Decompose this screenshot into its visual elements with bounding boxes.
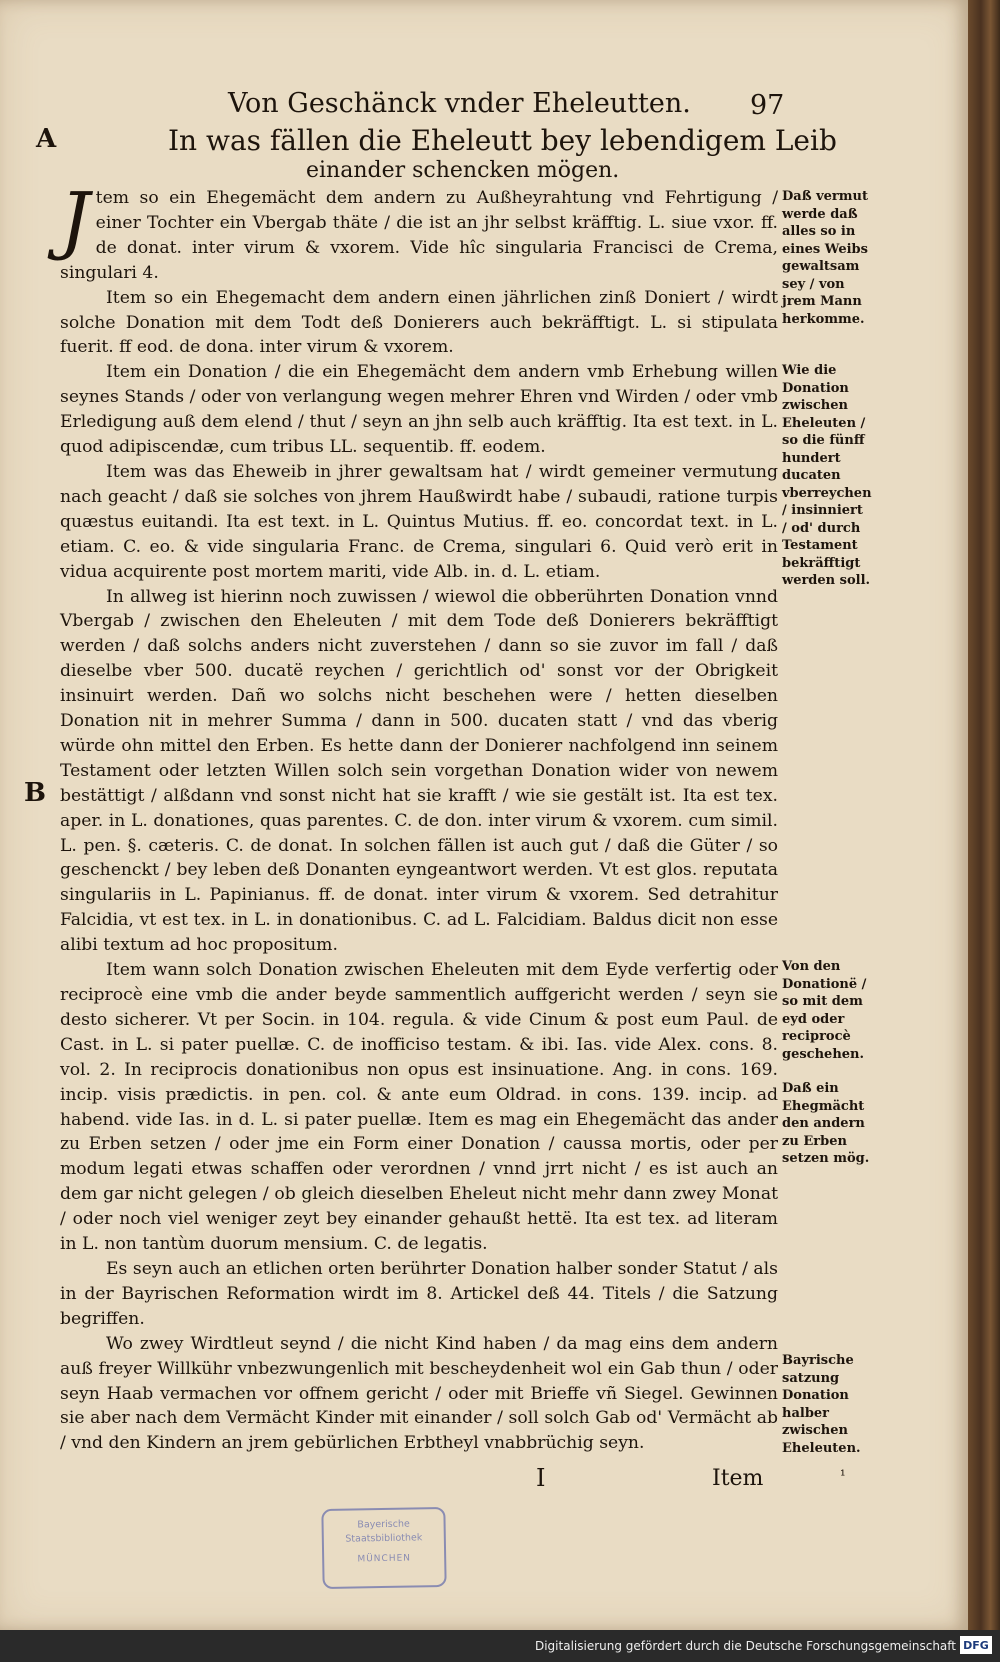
section-title: In was fällen die Eheleutt bey lebendigem Leib: [168, 124, 837, 157]
margin-note-2: Wie die Donation zwischen Eheleuten / so die fünff hundert ducaten vberreychen / insinniert / od' durch Testament bekräfftigt werden soll.: [782, 363, 872, 588]
section-subtitle: einander schencken mögen.: [306, 158, 620, 183]
paragraph-5: In allweg ist hierinn noch zuwissen / wiewol die obberührten Donation vnnd Vbergab / zwischen den Eheleuten / mit dem Tode deß Donierers bekräfftigt werden / daß solchs anders nicht zuverstehen / dann so sie zuvor im fall / daß dieselbe vber 500. ducatë reychen / gerichtlich od' sonst vor der Obrigkeit insinuirt werden. Dañ wo solchs nicht beschehen were / hetten dieselben Donation nit in mehrer Summa / dann in 500. ducaten statt / vnd das vberig würde ohn mittel den Erben. Es hette dann der Donierer nachfolgend inn seinem Testament oder letzten Willen solch sein vorgethan Donation wider von newem bestättigt / alßdann vnd sonst nicht hat sie krafft / wie sie gestält ist. Ita est tex. aper. in L. donationes, quas parentes. C. de don. inter virum & vxorem. cum simil. L. pen. §. cæteris. C. de donat. In solchen fällen ist auch gut / daß die Güter / so geschenckt / bey leben deß Donanten eyngeantwort werden. Vt est glos. reputata singulariis in L. Papinianus. ff. de donat. inter virum & vxorem. Sed detrahitur Falcidia, vt est tex. in L. in donationibus. C. ad L. Falcidiam. Baldus dicit non esse alibi textum ad hoc propositum.: [60, 586, 778, 956]
signature-mark-b: B: [24, 778, 46, 808]
running-title: Von Geschänck vnder Eheleutten.: [228, 88, 691, 119]
paragraph-3: Item ein Donation / die ein Ehegemächt dem andern vmb Erhebung willen seynes Stands / oder von verlangung wegen mehrer Ehren vnd Wirden / oder vmb Erledigung auß dem elend / thut / seyn an jhn selb auch kräfftig. Ita est text. in L. quod adipiscendæ, cum tribus LL. sequentib. ff. eodem.: [60, 362, 778, 458]
dfg-logo: DFG: [960, 1636, 992, 1654]
drop-cap-letter: J: [60, 177, 90, 263]
paragraph-6: Item wann solch Donation zwischen Eheleuten mit dem Eyde verfertig oder reciprocè eine vmb die ander beyde sammentlich auffgericht werden / seyn sie desto sicherer. Vt per Socin. in 104. regula. & vide Cinum & post eum Paul. de Cast. in L. si pater puellæ. C. de inofficiso testam. & ibi. Ias. vide Alex. cons. 8. vol. 2. In reciprocis donationibus non opus est insinuatione. Ang. in cons. 169. incip. visis prædictis. in pen. col. & ante eum Oldrad. in cons. 139. incip. ad habend. vide Ias. in d. L. si pater puellæ. Item es mag ein Ehegemächt das ander zu Erben setzen / oder jme ein Form einer Donation / caussa mortis, oder per modum legati etwas schaffen oder verordnen / vnnd jrrt nicht / es ist auch an dem gar nicht gelegen / ob gleich dieselben Eheleut nicht mehr dann zwey Monat / oder noch viel weniger zeyt bey einander gehaußt hettë. Ita est tex. ad literam in L. non tantùm duorum mensium. C. de legatis.: [60, 960, 778, 1255]
catch-mark: ¹: [840, 1468, 846, 1484]
catchword: Item: [712, 1466, 764, 1491]
library-stamp: [321, 1507, 446, 1589]
catch-signature: I: [536, 1464, 546, 1492]
margin-note-1: Daß vermut werde daß alles so in eines Weibs gewaltsam sey / von jrem Mann herkomme.: [782, 189, 868, 327]
stamp-line-3: MÜNCHEN: [357, 1553, 412, 1565]
book-spine-edge: [968, 0, 1000, 1630]
paragraph-2: Item so ein Ehegemacht dem andern einen jährlichen zinß Doniert / wirdt solche Donation mit dem Todt deß Donierers auch bekräfftigt. L. si stipulata fuerit. ff eod. de dona. inter virum & vxorem.: [60, 287, 778, 358]
margin-note-5: Bayrische satzung Donation halber zwischen Eheleuten.: [782, 1353, 861, 1456]
paragraph-1: Jtem so ein Ehegemächt dem andern zu Außheyrahtung vnd Fehrtigung / einer Tochter ein Vbergab thäte / die ist an jhr selbst kräfftig. L. siue vxor. ff. de donat. inter virum & vxorem. Vide hîc singularia Francisci de Crema, singulari 4.: [60, 177, 778, 283]
paragraph-4: Item was das Eheweib in jhrer gewaltsam hat / wirdt gemeiner vermutung nach geacht / daß sie solches von jhrem Haußwirdt habe / subaudi, ratione turpis quæstus euitandi. Ita est text. in L. Quintus Mutius. ff. eo. concordat text. in L. etiam. C. eo. & vide singularia Franc. de Crema, singulari 6. Quid verò erit in vidua acquirente post mortem mariti, vide Alb. in. d. L. etiam.: [60, 461, 778, 582]
funding-credit: Digitalisierung gefördert durch die Deutsche Forschungsgemeinschaft: [534, 1639, 956, 1653]
margin-note-4: Daß ein Ehegmächt den andern zu Erben setzen mög.: [782, 1081, 870, 1166]
signature-mark-a: A: [36, 124, 57, 154]
stamp-line-1: Bayerische: [357, 1518, 410, 1531]
digitization-footer: [0, 1630, 1000, 1662]
margin-note-3: Von den Donationë / so mit dem eyd oder reciprocè geschehen.: [782, 959, 867, 1062]
paragraph-7: Es seyn auch an etlichen orten berührter Donation halber sonder Statut / als in der Bayrischen Reformation wirdt im 8. Artickel deß 44. Titels / die Satzung begriffen.: [60, 1258, 778, 1329]
stamp-line-2: Staatsbibliothek: [345, 1532, 423, 1545]
body-text: [60, 177, 778, 1456]
page-number: 97: [750, 90, 785, 121]
paragraph-8: Wo zwey Wirdtleut seynd / die nicht Kind haben / da mag eins dem andern auß freyer Willkühr vnbezwungenlich mit bescheydenheit wol ein Gab thun / oder seyn Haab vermachen vor offnem gericht / oder mit Brieffe vñ Siegel. Gewinnen sie aber nach dem Vermächt Kinder mit einander / soll solch Gab od' Vermächt ab / vnd den Kindern an jrem gebürlichen Erbtheyl vnabbrüchig seyn.: [60, 1333, 778, 1454]
